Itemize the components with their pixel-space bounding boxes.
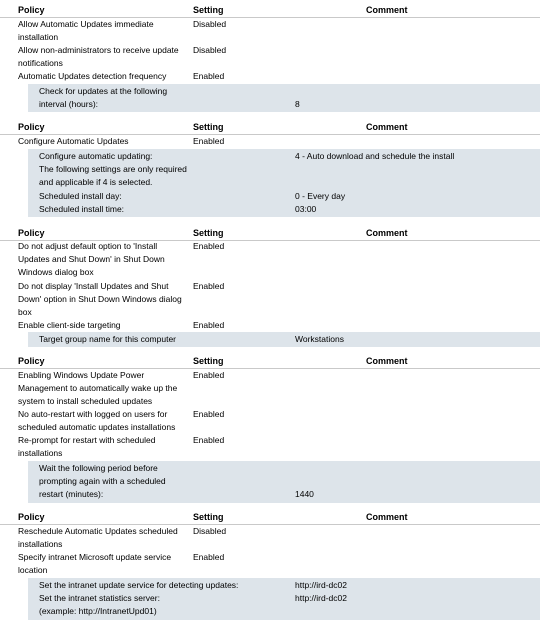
table-header — [0, 121, 540, 135]
sub-setting-label: Wait the following period before prompting again with a scheduled restart (minutes): — [39, 463, 166, 499]
table-row — [0, 408, 540, 434]
table-row — [0, 551, 540, 577]
setting-column-header: Setting — [193, 228, 224, 238]
sub-setting-label: Set the intranet update service for detecting updates: — [39, 580, 239, 590]
sub-setting-label: Target group name for this computer — [39, 334, 177, 344]
policy-setting: Disabled — [193, 19, 227, 29]
policy-setting: Disabled — [193, 45, 227, 55]
policy-setting: Enabled — [193, 281, 225, 291]
sub-setting-value: 03:00 — [295, 204, 317, 214]
table-header — [0, 227, 540, 241]
policy-name: Do not adjust default option to 'Install Updates and Shut Down' in Shut Down Windows dialog box — [18, 241, 165, 277]
comment-column-header: Comment — [366, 122, 408, 132]
policy-setting: Enabled — [193, 136, 225, 146]
sub-setting-value: 4 - Auto download and schedule the install — [295, 151, 455, 161]
table-header — [0, 511, 540, 525]
table-row — [0, 70, 540, 83]
policy-name: Allow Automatic Updates immediate installation — [18, 19, 154, 42]
table-header — [0, 4, 540, 18]
setting-column-header: Setting — [193, 122, 224, 132]
sub-setting-block — [28, 332, 540, 347]
sub-setting-value: http://ird-dc02 — [295, 593, 347, 603]
sub-setting-label: Configure automatic updating: — [39, 151, 153, 161]
policy-column-header: Policy — [18, 356, 45, 366]
policy-name: Configure Automatic Updates — [18, 136, 129, 146]
table-row — [0, 369, 540, 408]
sub-setting-note: The following settings are only required — [39, 164, 187, 174]
policy-setting: Enabled — [193, 370, 225, 380]
table-row — [0, 525, 540, 551]
sub-setting-note: (example: http://IntranetUpd01) — [39, 606, 157, 616]
comment-column-header: Comment — [366, 228, 408, 238]
table-row — [0, 135, 540, 148]
setting-column-header: Setting — [193, 512, 224, 522]
policy-setting: Enabled — [193, 552, 225, 562]
sub-setting-block — [28, 149, 540, 217]
sub-setting-value: http://ird-dc02 — [295, 580, 347, 590]
policy-name: Enabling Windows Update Power Management to automatically wake up the system to install scheduled updates — [18, 370, 178, 406]
sub-setting-value: 1440 — [295, 489, 314, 499]
policy-name: Automatic Updates detection frequency — [18, 71, 167, 81]
policy-name: No auto-restart with logged on users for scheduled automatic updates installations — [18, 409, 176, 432]
policy-setting: Disabled — [193, 526, 227, 536]
setting-column-header: Setting — [193, 5, 224, 15]
policy-setting: Enabled — [193, 320, 225, 330]
sub-setting-block — [28, 461, 540, 503]
table-header — [0, 355, 540, 369]
table-row — [0, 18, 540, 44]
table-row — [0, 434, 540, 460]
policy-name: Enable client-side targeting — [18, 320, 121, 330]
comment-column-header: Comment — [366, 5, 408, 15]
table-row — [0, 280, 540, 319]
sub-setting-block — [28, 578, 540, 620]
policy-column-header: Policy — [18, 228, 45, 238]
sub-setting-label: Scheduled install day: — [39, 191, 122, 201]
sub-setting-label: Scheduled install time: — [39, 204, 125, 214]
sub-setting-value: 0 - Every day — [295, 191, 346, 201]
policy-name: Specify intranet Microsoft update service location — [18, 552, 172, 575]
policy-setting: Enabled — [193, 71, 225, 81]
policy-setting: Enabled — [193, 435, 225, 445]
policy-name: Reschedule Automatic Updates scheduled installations — [18, 526, 178, 549]
policy-column-header: Policy — [18, 122, 45, 132]
sub-setting-block — [28, 84, 540, 112]
policy-column-header: Policy — [18, 512, 45, 522]
sub-setting-label: Set the intranet statistics server: — [39, 593, 160, 603]
policy-name: Allow non-administrators to receive update notifications — [18, 45, 179, 68]
policy-setting: Enabled — [193, 241, 225, 251]
table-row — [0, 44, 540, 70]
sub-setting-note: and applicable if 4 is selected. — [39, 177, 153, 187]
policy-column-header: Policy — [18, 5, 45, 15]
sub-setting-value: Workstations — [295, 334, 344, 344]
policy-setting: Enabled — [193, 409, 225, 419]
table-row — [0, 240, 540, 279]
policy-name: Re-prompt for restart with scheduled installations — [18, 435, 156, 458]
sub-setting-value: 8 — [295, 99, 300, 109]
policy-name: Do not display 'Install Updates and Shut Down' option in Shut Down Windows dialog box — [18, 281, 182, 317]
comment-column-header: Comment — [366, 512, 408, 522]
sub-setting-label: Check for updates at the following interval (hours): — [39, 86, 168, 109]
setting-column-header: Setting — [193, 356, 224, 366]
comment-column-header: Comment — [366, 356, 408, 366]
table-row — [0, 319, 540, 332]
